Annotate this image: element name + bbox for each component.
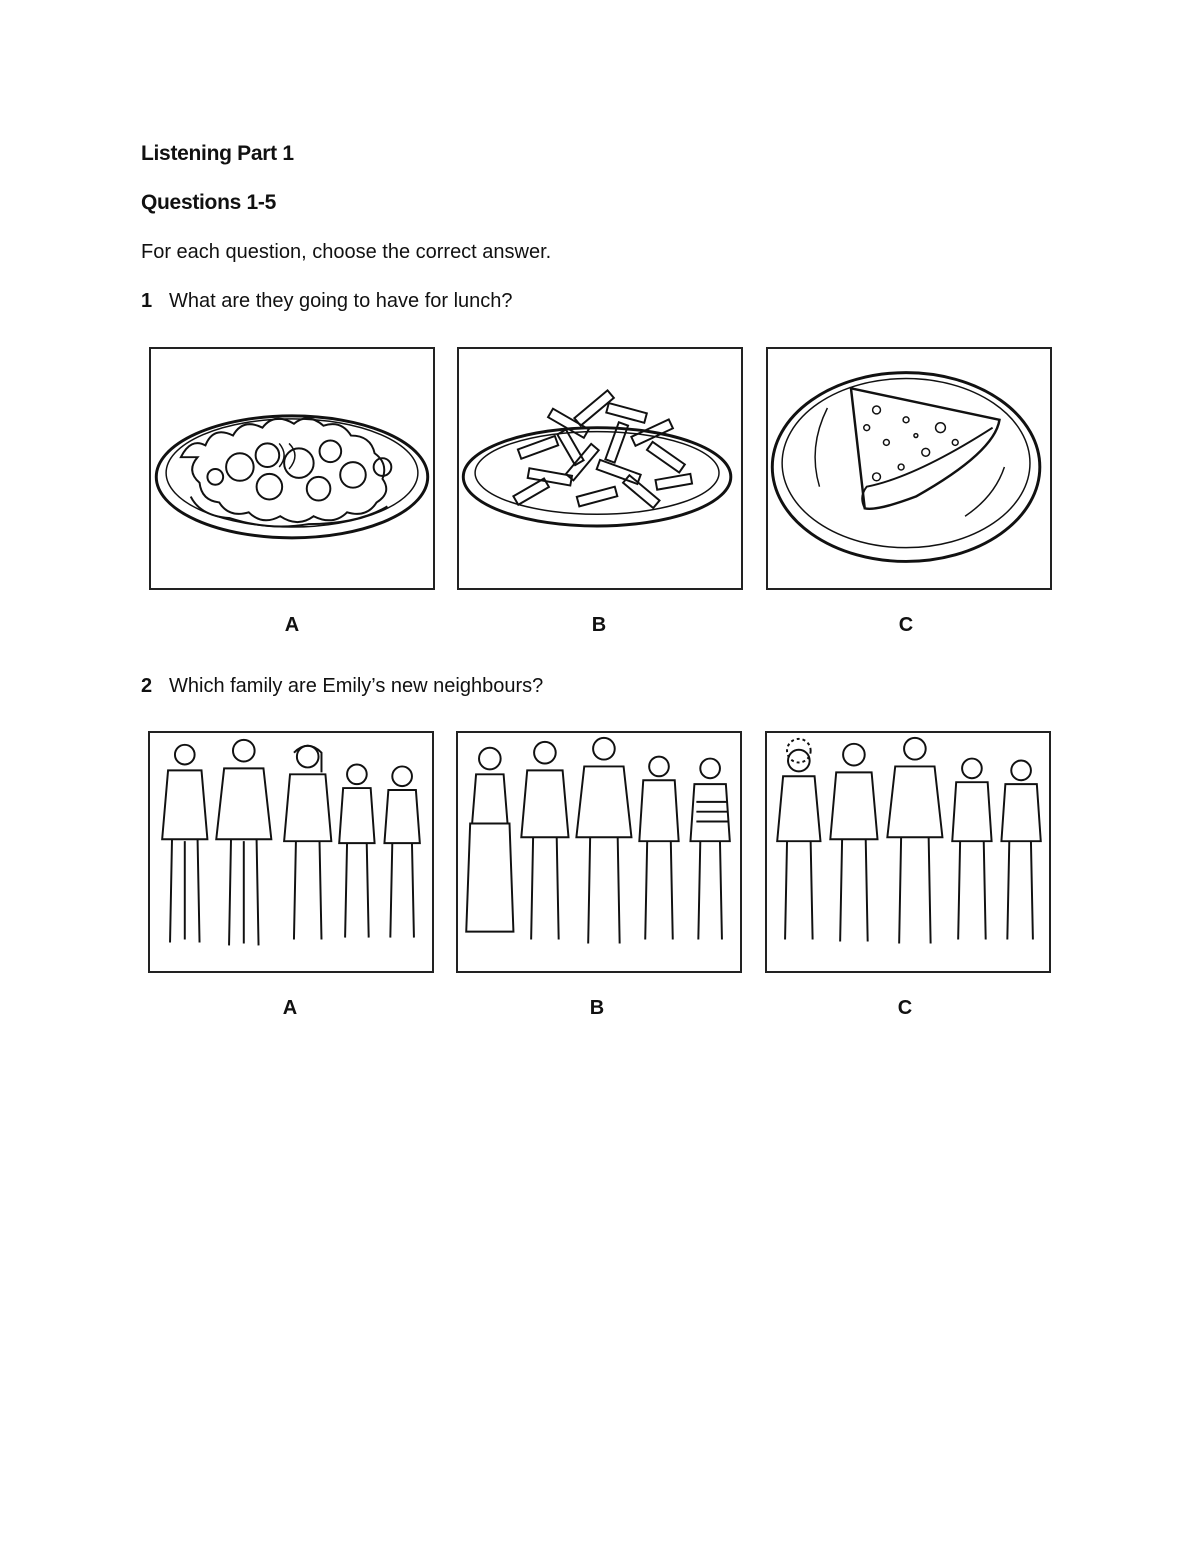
question-number: 1 xyxy=(141,290,153,312)
option-label-a[interactable]: A xyxy=(284,614,300,636)
question-1-option-b-picture[interactable] xyxy=(457,347,743,590)
instruction-text: For each question, choose the correct answer. xyxy=(141,241,552,263)
option-label-a[interactable]: A xyxy=(282,997,298,1019)
family-group-icon xyxy=(767,733,1049,971)
option-label-c[interactable]: C xyxy=(897,997,913,1019)
question-text: What are they going to have for lunch? xyxy=(169,290,513,312)
page-title: Listening Part 1 xyxy=(141,142,294,165)
question-1 xyxy=(141,290,513,313)
option-label-b[interactable]: B xyxy=(591,614,607,636)
family-group-icon xyxy=(458,733,740,971)
question-text: Which family are Emily’s new neighbours? xyxy=(169,675,544,697)
section-title: Questions 1-5 xyxy=(141,191,276,214)
question-1-option-a-picture[interactable] xyxy=(149,347,435,590)
option-label-b[interactable]: B xyxy=(589,997,605,1019)
question-2-option-b-picture[interactable] xyxy=(456,731,742,973)
question-2 xyxy=(141,675,543,698)
family-group-icon xyxy=(150,733,432,971)
question-1-option-c-picture[interactable] xyxy=(766,347,1052,590)
salad-plate-icon xyxy=(151,349,433,588)
pasta-plate-icon xyxy=(459,349,741,588)
pizza-slice-plate-icon xyxy=(768,349,1050,588)
question-number: 2 xyxy=(141,675,153,697)
question-2-option-a-picture[interactable] xyxy=(148,731,434,973)
option-label-c[interactable]: C xyxy=(898,614,914,636)
question-2-option-c-picture[interactable] xyxy=(765,731,1051,973)
